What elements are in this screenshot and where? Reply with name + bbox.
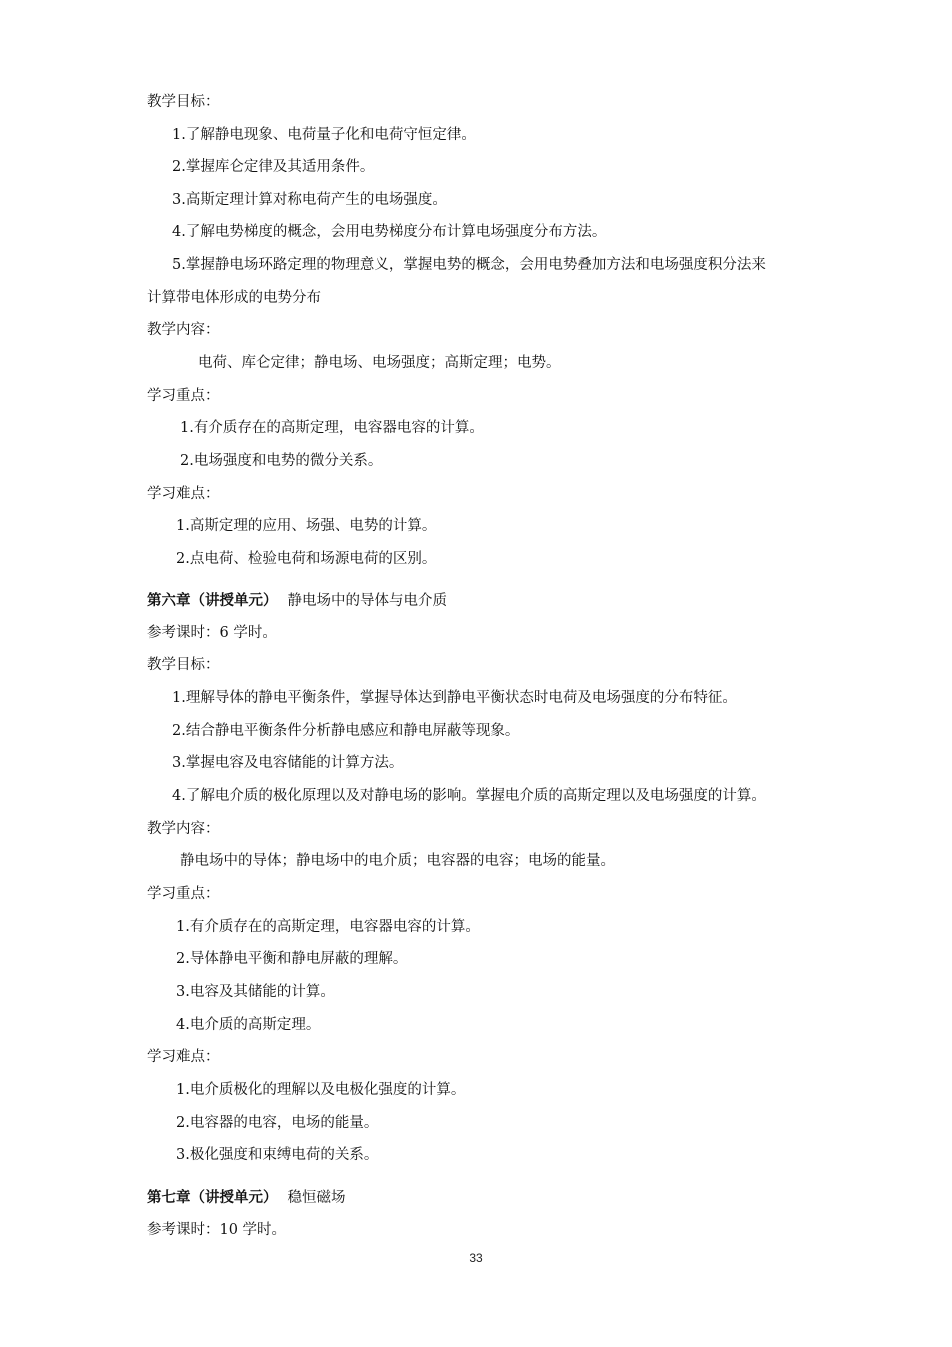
- chapter-7-heading-row: [147, 1188, 346, 1208]
- list-item: 2.电场强度和电势的微分关系。: [180, 453, 383, 469]
- section-label-teaching-goals: 教学目标：: [147, 657, 220, 673]
- list-item: 1.高斯定理的应用、场强、电势的计算。: [176, 518, 437, 534]
- reference-hours: 参考课时：6 学时。: [147, 625, 277, 641]
- list-item: 4.了解电介质的极化原理以及对静电场的影响。掌握电介质的高斯定理以及电场强度的计算。: [172, 788, 766, 804]
- list-item: 2.电容器的电容，电场的能量。: [176, 1115, 379, 1131]
- list-item: 1.电介质极化的理解以及电极化强度的计算。: [176, 1082, 466, 1098]
- list-item: 2.导体静电平衡和静电屏蔽的理解。: [176, 951, 408, 967]
- chapter-7-title: 稳恒磁场: [287, 1190, 346, 1206]
- section-label-teaching-content: 教学内容：: [147, 821, 220, 837]
- list-item: 1.理解导体的静电平衡条件，掌握导体达到静电平衡状态时电荷及电场强度的分布特征。: [172, 690, 737, 706]
- list-item: 3.极化强度和束缚电荷的关系。: [176, 1147, 379, 1163]
- chapter-6-heading: 第六章（讲授单元）: [147, 593, 278, 609]
- list-item: 4.了解电势梯度的概念，会用电势梯度分布计算电场强度分布方法。: [172, 224, 607, 240]
- list-item: 3.高斯定理计算对称电荷产生的电场强度。: [172, 192, 447, 208]
- list-item: 1.有介质存在的高斯定理，电容器电容的计算。: [176, 919, 480, 935]
- list-item: 1.了解静电现象、电荷量子化和电荷守恒定律。: [172, 127, 476, 143]
- chapter-6-title: 静电场中的导体与电介质: [287, 593, 447, 609]
- list-item-continuation: 计算带电体形成的电势分布: [147, 290, 321, 306]
- section-label-teaching-content: 教学内容：: [147, 322, 220, 338]
- section-label-key-points: 学习重点：: [147, 388, 220, 404]
- teaching-content-text: 电荷、库仑定律；静电场、电场强度；高斯定理；电势。: [198, 355, 561, 371]
- list-item: 4.电介质的高斯定理。: [176, 1017, 321, 1033]
- chapter-7-heading: 第七章（讲授单元）: [147, 1190, 278, 1206]
- teaching-content-text: 静电场中的导体；静电场中的电介质；电容器的电容；电场的能量。: [180, 853, 615, 869]
- list-item: 3.电容及其储能的计算。: [176, 984, 335, 1000]
- list-item: 3.掌握电容及电容储能的计算方法。: [172, 755, 404, 771]
- list-item: 2.点电荷、检验电荷和场源电荷的区别。: [176, 551, 437, 567]
- section-label-key-points: 学习重点：: [147, 886, 220, 902]
- list-item: 5.掌握静电场环路定理的物理意义，掌握电势的概念，会用电势叠加方法和电场强度积分法来: [172, 257, 766, 273]
- section-label-teaching-goals: 教学目标：: [147, 94, 220, 110]
- section-label-difficulties: 学习难点：: [147, 486, 220, 502]
- list-item: 2.掌握库仑定律及其适用条件。: [172, 159, 375, 175]
- list-item: 2.结合静电平衡条件分析静电感应和静电屏蔽等现象。: [172, 723, 520, 739]
- section-label-difficulties: 学习难点：: [147, 1049, 220, 1065]
- reference-hours: 参考课时：10 学时。: [147, 1222, 287, 1238]
- chapter-6-heading-row: [147, 591, 447, 611]
- list-item: 1.有介质存在的高斯定理，电容器电容的计算。: [180, 420, 484, 436]
- page-number: 33: [469, 1251, 483, 1265]
